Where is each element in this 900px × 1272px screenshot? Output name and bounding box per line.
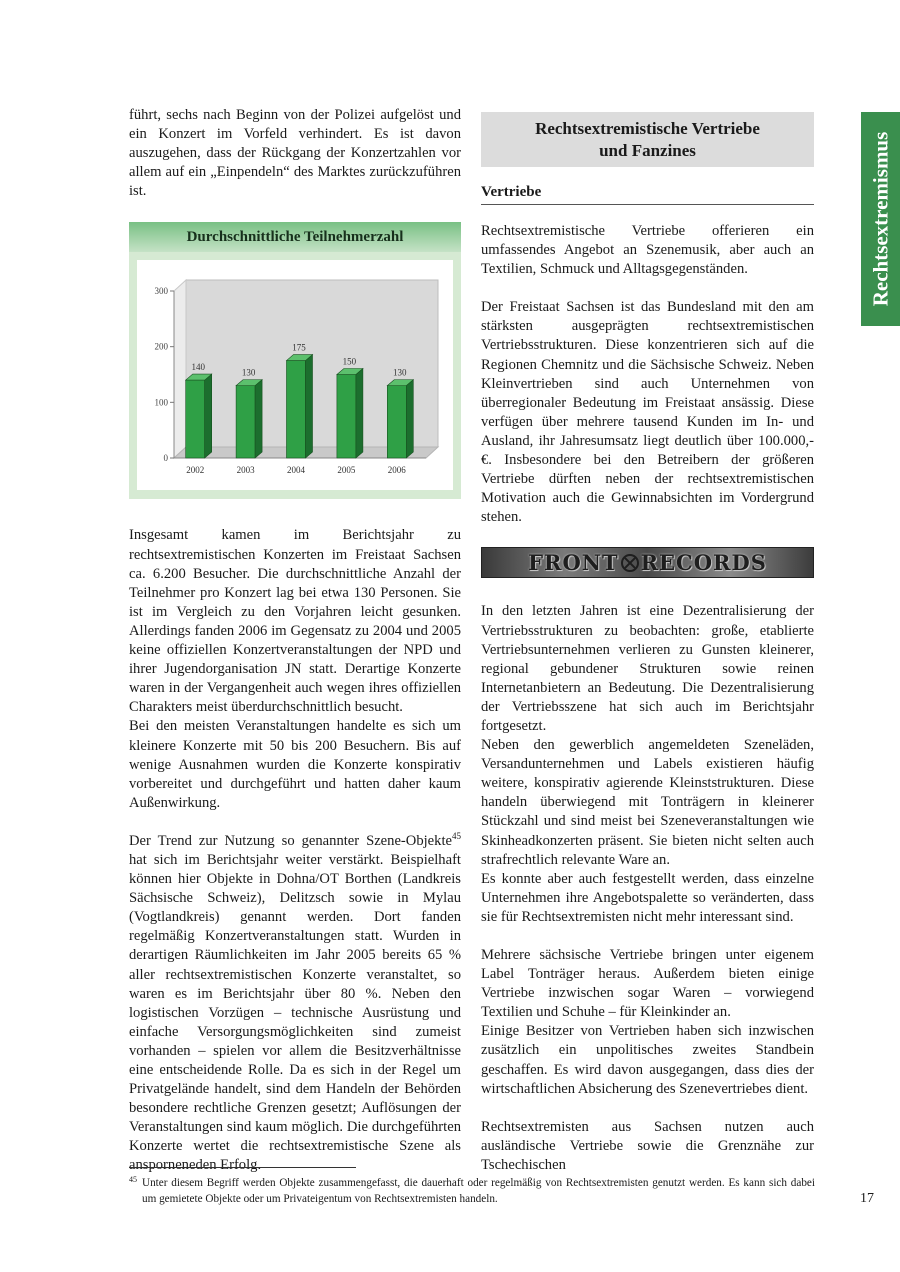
bar-side-2004 — [306, 355, 313, 458]
data-label: 175 — [292, 343, 306, 354]
right-paragraph-5: Es konnte aber auch festgestellt werden, dass einzelne Unternehmen ihre Angebotspalette so veränderten, dass sie für Rechtsextremisten nicht mehr interessant sind. — [481, 870, 814, 925]
right-paragraph-7: Einige Besitzer von Vertrieben haben sich inzwischen zusätzlich ein unpolitisches zweites Standbein geschaffen. Es wird davon ausgegangen, dass dies der wirtschaftlichen Absicherung des Szenevertriebes dient. — [481, 1023, 814, 1097]
bar-2006 — [387, 386, 406, 458]
right-paragraph-6: Mehrere sächsische Vertriebe bringen unter eigenem Label Tonträger heraus. Außerdem bieten einige Vertriebe inzwischen sogar Waren – vorwiegend Textilien und Schuhe – für Kleinkinder an. — [481, 947, 814, 1021]
banner-logo-text — [482, 550, 813, 575]
left-paragraph-4-start: Der Trend zur Nutzung so genannter Szene-Objekte — [129, 832, 452, 849]
left-column — [129, 106, 461, 1176]
bar-2005 — [337, 375, 356, 459]
right-paragraph-2: Der Freistaat Sachsen ist das Bundesland mit den am stärksten ausgeprägten rechtsextremistischen Vertriebsstrukturen. Diese konzentrieren sich auf die Regionen Chemnitz und die Sächsische Schweiz. Neben Kleinvertrieben sind auch Unternehmen von überregionaler Bedeutung im Freistaat ansässig. Diese verfügen über mehrere tausend Kunden im In- und Ausland, ihr Jahresumsatz liegt deutlich über 100.000,- €. Insbesondere bei den Betreibern der größeren Vertriebe dürften neben der rechtsextremistischen Motivation auch die Gewinnabsichten im Vordergrund stehen. — [481, 299, 814, 526]
bar-side-2006 — [406, 380, 413, 458]
left-paragraph-2: Insgesamt kamen im Berichtsjahr zu rechtsextremistischen Konzerten im Freistaat Sachsen ca. 6.200 Besucher. Die durchschnittliche Anzahl der Teilnehmer pro Konzert lag bei etwa 130 Personen. Sie ist im Vergleich zu den Vorjahren leicht gesunken. Allerdings fanden 2006 im Gegensatz zu 2004 und 2005 keine offiziellen Konzertveranstaltungen der NPD und ihrer Jugendorganisation JN statt. Derartige Konzerte waren in der Vergangenheit auch wegen ihres offiziellen Charakters meist überdurchschnittlich besucht. — [129, 527, 461, 716]
footnote-reference[interactable]: 45 — [452, 831, 461, 842]
banner-text-left: FRONT — [528, 550, 619, 576]
data-label: 150 — [342, 356, 357, 367]
bar-side-2002 — [205, 375, 212, 459]
cross-emblem-icon — [621, 554, 639, 572]
data-label: 140 — [191, 362, 205, 373]
section-title-line-2: und Fanzines — [599, 141, 696, 160]
x-tick-label: 2002 — [186, 465, 205, 476]
chart-title: Durchschnittliche Teilnehmerzahl — [129, 222, 461, 252]
bar-side-2005 — [356, 369, 363, 459]
right-paragraph-8: Rechtsextremisten aus Sachsen nutzen auch ausländische Vertriebe sowie die Grenznähe zur Tschechischen — [481, 1118, 814, 1173]
bar-side-2003 — [255, 380, 262, 458]
footnote — [129, 1175, 815, 1207]
page-number: 17 — [860, 1191, 874, 1206]
chart-side-wall — [174, 280, 186, 458]
right-paragraph-3: In den letzten Jahren ist eine Dezentralisierung der Vertriebsstrukturen zu beobachten: große, etablierte Vertriebsunternehmen verlieren zu Gunsten kleinerer, regional gebundener Strukturen sowie reinen Internetanbietern an Bedeutung. Die Dezentralisierung der Vertriebsszene hat sich auch im Berichtsjahr fortgesetzt. — [481, 603, 814, 734]
bar-2004 — [287, 361, 306, 458]
y-tick-label: 0 — [163, 453, 168, 464]
side-tab-label: Rechtsextremismus — [868, 131, 892, 307]
left-paragraph-3: Bei den meisten Veranstaltungen handelte es sich um kleinere Konzerte mit 50 bis 200 Besuchern. Bis auf wenige Ausnahmen wurden die Konzerte konspirativ vorbereitet und durchgeführt und hatten daher kaum Außenwirkung. — [129, 718, 461, 811]
left-paragraph-1: führt, sechs nach Beginn von der Polizei aufgelöst und ein Konzert im Vorfeld verhindert. Es ist davon auszugehen, dass der Rückgang der Konzertzahlen vor allem auf ein „Einpendeln“ des Marktes zurückzuführen ist. — [129, 107, 461, 200]
x-tick-label: 2003 — [236, 465, 255, 476]
bar-2003 — [236, 386, 255, 458]
right-column — [481, 112, 814, 1175]
x-tick-label: 2006 — [387, 465, 406, 476]
banner-text-right: RECORDS — [640, 550, 767, 576]
x-tick-label: 2005 — [337, 465, 356, 476]
footnote-rule — [129, 1167, 356, 1168]
x-tick-label: 2004 — [287, 465, 305, 476]
section-side-tab — [861, 112, 900, 326]
left-paragraph-4-rest: hat sich im Berichtsjahr weiter verstärkt. Beispielhaft können hier Objekte in Dohna/OT Borthen (Landkreis Sächsische Schweiz), Delitzsch sowie in Mylau (Vogtlandkreis) genannt werden. Dort fanden regelmäßig Konzertveranstaltungen statt. Wurden in derartigen Räumlichkeiten im Jahr 2005 bereits 65 % aller rechtsextremistischen Konzerte veranstaltet, so waren es im Berichtsjahr über 80 %. Neben den logistischen Vorzügen – technische Ausrüstung und einfache Versorgungsmöglichkeiten sind zumeist vorhanden – spielen vor allem die Besitzverhältnisse eine entscheidende Rolle. Da es sich in der Regel um Privatgelände handelt, sind dem Handeln der Behörden besondere rechtliche Grenzen gesetzt; Auflösungen der Veranstaltungen sind kaum möglich. Die durchgeführten Konzerte wertet die rechtsextremistische Szene als ansporneneden Erfolg. — [129, 851, 461, 1174]
section-title — [481, 112, 814, 167]
front-records-banner — [481, 547, 814, 578]
bar-chart-svg — [137, 260, 453, 490]
right-paragraph-4: Neben den gewerblich angemeldeten Szeneläden, Versandunternehmen und Labels existieren häufig weitere, konspirativ agierende Kleinststrukturen. Diese handeln überwiegend mit Tonträgern in kleinerer Stückzahl und sind meist bei Szeneveranstaltungen wie Skinheadkonzerten präsent. Sie bieten nicht selten auch strafrechtlich relevante Ware an. — [481, 737, 814, 868]
footnote-number: 45 — [129, 1175, 137, 1184]
left-paragraph-4 — [129, 832, 461, 1176]
data-label: 130 — [393, 368, 407, 379]
right-paragraph-1: Rechtsextremistische Vertriebe offerieren ein umfassendes Angebot an Szenemusik, aber auch an Textilien, Schmuck und Alltagsgegenständen. — [481, 223, 814, 278]
subheading-vertriebe: Vertriebe — [481, 182, 814, 205]
y-tick-label: 200 — [154, 342, 168, 353]
section-title-line-1: Rechtsextremistische Vertriebe — [535, 119, 760, 138]
data-label: 130 — [241, 368, 256, 379]
footnote-text: Unter diesem Begriff werden Objekte zusammengefasst, die dauerhaft oder regelmäßig von Rechtsextremisten genutzt werden. Es kann sich dabei um gemietete Objekte oder um Privateigentum von Rechtsextremisten handeln. — [142, 1177, 815, 1205]
y-tick-label: 300 — [154, 286, 168, 297]
chart-panel — [137, 260, 453, 490]
bar-2002 — [186, 381, 205, 459]
y-tick-label: 100 — [154, 397, 168, 408]
participants-chart — [129, 222, 461, 499]
